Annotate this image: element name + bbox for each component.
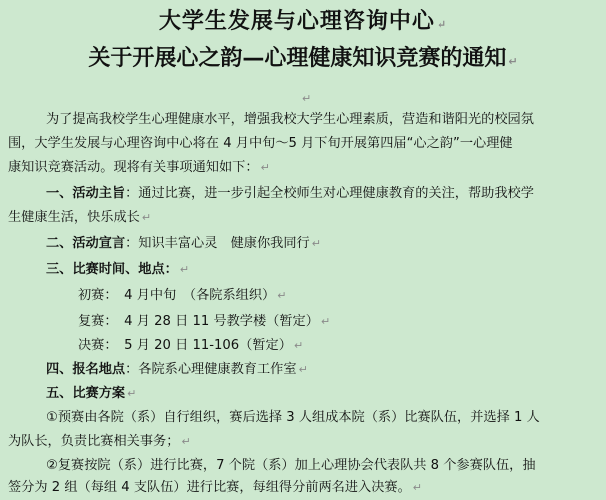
section-5-p1-line-2: [8, 430, 600, 454]
section-5-p1-line-1: [8, 406, 600, 430]
intro-line-1: [8, 108, 600, 132]
intro-text-2: 围，大学生发展与心理咨询中心将在 4 月中旬～5 月下旬开展第四届“心之韵”一心理健: [8, 136, 513, 151]
paragraph-mark-icon: ↵: [298, 363, 308, 376]
paragraph-mark-icon: ↵: [181, 435, 191, 448]
section-2-body: ：知识丰富心灵 健康你我同行: [125, 236, 310, 251]
notice-title: [0, 44, 606, 77]
section-5-p2-text-2: 签分为 2 组（每组 4 支队伍）进行比赛，每组得分前两名进入决赛。: [8, 480, 411, 495]
paragraph-mark-icon: ↵: [302, 92, 312, 105]
org-title: [0, 6, 606, 40]
intro-line-3: [8, 156, 600, 180]
section-5-p2-line-2: [8, 476, 600, 500]
intro-text-1: 为了提高我校学生心理健康水平，增强我校大学生心理素质，营造和谐阳光的校园氛: [46, 112, 534, 127]
section-4-line: [8, 358, 600, 382]
paragraph-mark-icon: ↵: [277, 289, 287, 302]
paragraph-mark-icon: ↵: [436, 18, 448, 31]
paragraph-mark-icon: ↵: [141, 211, 152, 224]
paragraph-mark-icon: ↵: [260, 161, 270, 174]
paragraph-mark-icon: ↵: [293, 339, 304, 352]
paragraph-mark-icon: ↵: [179, 263, 190, 276]
paragraph-mark-icon: ↵: [508, 55, 518, 68]
section-2-heading: 二、活动宣言: [46, 236, 126, 251]
section-5-p1-text-1: ①预赛由各院（系）自行组织，赛后选择 3 人组成本院（系）比赛队伍，并选择 1 人: [46, 410, 540, 425]
section-3-heading: 三、比赛时间、地点：: [46, 262, 178, 277]
paragraph-mark-icon: ↵: [320, 315, 331, 328]
section-5-heading-line: [8, 382, 600, 406]
section-4-heading: 四、报名地点: [46, 362, 126, 377]
section-3-heading-line: [8, 258, 600, 282]
section-2-line: [8, 232, 600, 256]
section-5-heading: 五、比赛方案: [46, 386, 126, 401]
section-1-body-1: ：通过比赛，进一步引起全校师生对心理健康教育的关注，帮助我校学: [125, 186, 534, 201]
intro-line-2: [8, 132, 600, 156]
section-1-heading: 一、活动主旨: [46, 186, 126, 201]
paragraph-mark-icon: ↵: [311, 237, 321, 250]
notice-title-text: 关于开展心之韵—心理健康知识竞赛的通知: [88, 46, 507, 71]
section-1-body-2: 生健康生活，快乐成长: [8, 210, 140, 225]
section-1-line-1: [8, 182, 600, 206]
section-5-p1-text-2: 为队长，负责比赛相关事务；: [8, 434, 180, 449]
round-semi: [8, 310, 600, 334]
paragraph-mark-icon: ↵: [127, 387, 137, 400]
round-final-text: 决赛： 5 月 20 日 11-106（暂定）: [78, 338, 292, 353]
section-4-body: ：各院系心理健康教育工作室: [125, 362, 297, 377]
section-5-p2-line-1: [8, 454, 600, 478]
round-semi-text: 复赛： 4 月 28 日 11 号教学楼（暂定）: [78, 314, 319, 329]
section-5-p2-text-1: ②复赛按院（系）进行比赛，7 个院（系）加上心理协会代表队共 8 个参赛队伍，抽: [46, 458, 536, 473]
paragraph-mark-icon: ↵: [412, 481, 423, 494]
round-prelim: [8, 284, 600, 308]
round-prelim-text: 初赛： 4 月中旬 （各院系组织）: [78, 288, 276, 303]
intro-text-3: 康知识竞赛活动。现将有关事项通知如下：: [8, 160, 259, 175]
round-final: [8, 334, 600, 358]
section-1-line-2: [8, 206, 600, 230]
org-title-text: 大学生发展与心理咨询中心: [158, 8, 435, 34]
